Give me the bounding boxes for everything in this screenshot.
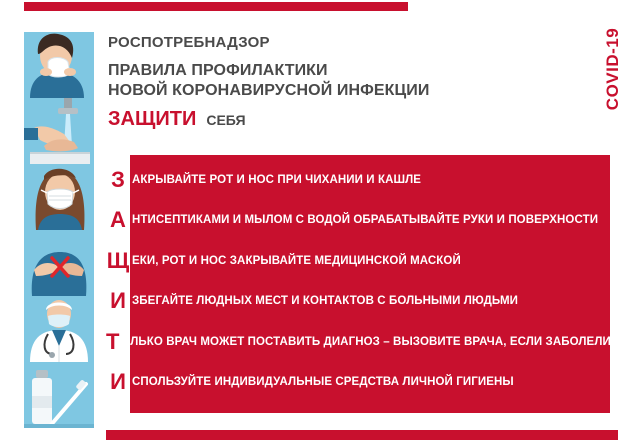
slogan-word-1: ЗАЩИТИ [108, 108, 197, 130]
no-touch-belly-icon [24, 230, 94, 296]
rule-item [106, 329, 610, 355]
rule-text: НТИСЕПТИКАМИ И МЫЛОМ С ВОДОЙ ОБРАБАТЫВАЙТЕ РУКИ И ПОВЕРХНОСТИ [132, 214, 599, 226]
rule-text: АКРЫВАЙТЕ РОТ И НОС ПРИ ЧИХАНИИ И КАШЛЕ [132, 174, 422, 186]
title-line-2: НОВОЙ КОРОНАВИРУСНОЙ ИНФЕКЦИИ [108, 82, 430, 99]
handwashing-icon [24, 98, 94, 164]
rules-list [106, 155, 610, 413]
rule-initial-letter: Щ [106, 248, 130, 273]
rule-initial-letter: И [110, 288, 126, 313]
rule-text: ОЛЬКО ВРАЧ МОЖЕТ ПОСТАВИТЬ ДИАГНОЗ – ВЫЗОВИТЕ ВРАЧА, ЕСЛИ ЗАБОЛЕЛИ [121, 336, 611, 348]
slogan [108, 108, 429, 131]
title-line-1: ПРАВИЛА ПРОФИЛАКТИКИ [108, 62, 328, 79]
rule-item [106, 207, 610, 233]
doctor-icon [24, 296, 94, 362]
rule-initial-letter: А [110, 207, 126, 232]
rule-text: ЗБЕГАЙТЕ ЛЮДНЫХ МЕСТ И КОНТАКТОВ С БОЛЬНЫМИ ЛЮДЬМИ [132, 295, 518, 307]
sneezing-person-icon [24, 32, 94, 98]
medical-mask-icon [24, 164, 94, 230]
covid-side-label [601, 14, 625, 124]
rule-text: СПОЛЬЗУЙТЕ ИНДИВИДУАЛЬНЫЕ СРЕДСТВА ЛИЧНОЙ ГИГИЕНЫ [132, 376, 514, 388]
hygiene-items-icon [24, 362, 94, 428]
slogan-word-2: СЕБЯ [206, 112, 246, 128]
rule-item [106, 369, 610, 395]
rule-item [106, 248, 610, 274]
rule-initial-letter: З [111, 167, 125, 192]
rule-initial-letter: И [110, 369, 126, 394]
covid-label-text: COVID-19 [603, 27, 622, 111]
brand-name: РОСПОТРЕБНАДЗОР [108, 34, 270, 51]
illustration-column [24, 32, 94, 436]
top-accent-bar [24, 2, 408, 11]
rule-item [106, 167, 610, 193]
header [108, 34, 429, 131]
bottom-accent-bar [106, 430, 618, 440]
rule-text: ЕКИ, РОТ И НОС ЗАКРЫВАЙТЕ МЕДИЦИНСКОЙ МАСКОЙ [132, 255, 461, 267]
rule-initial-letter: Т [106, 329, 120, 354]
rule-item [106, 288, 610, 314]
